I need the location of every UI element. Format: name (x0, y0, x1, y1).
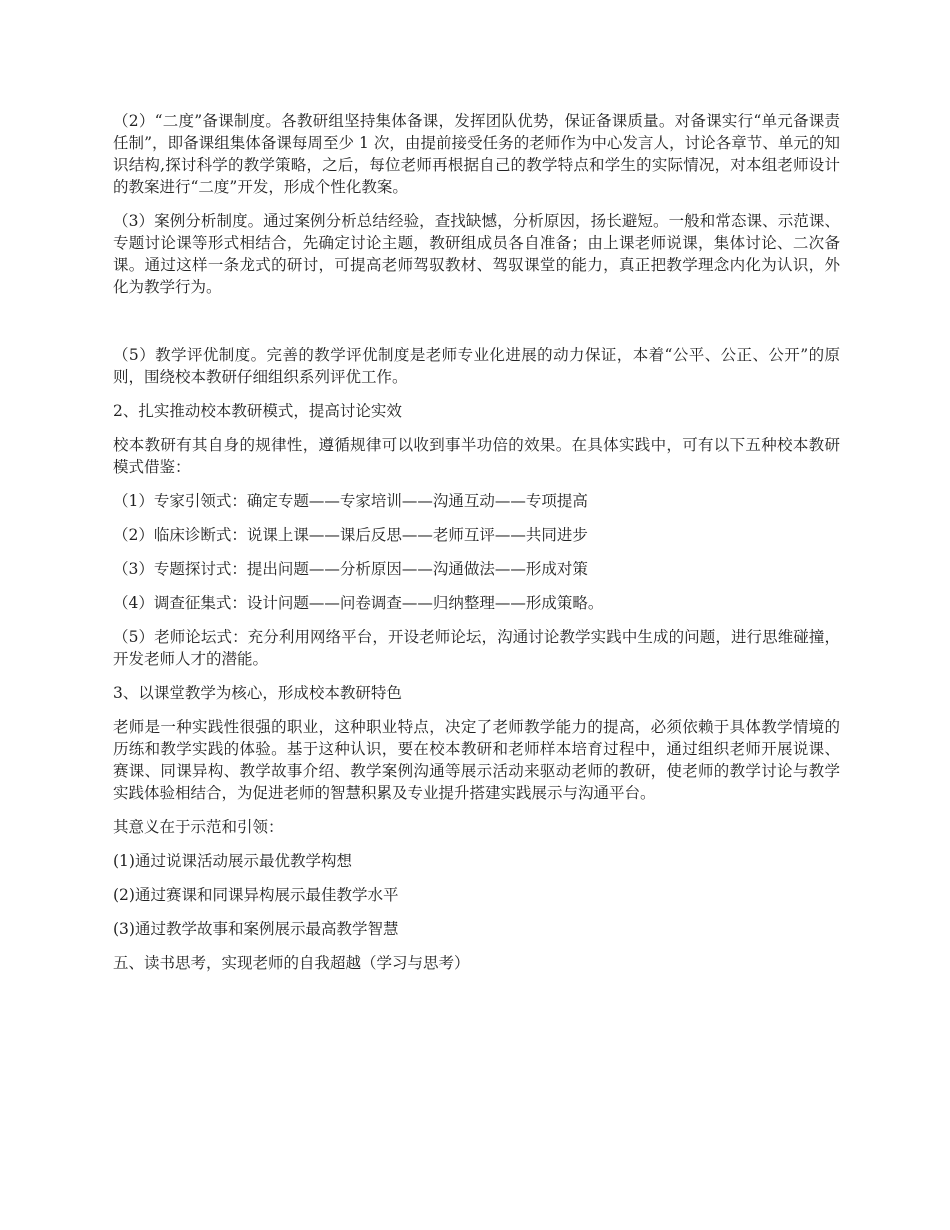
list-item-teacher-forum: （5）老师论坛式：充分利用网络平台，开设老师论坛，沟通讨论教学实践中生成的问题，进行思维碰撞，开发老师人才的潜能。 (113, 628, 840, 668)
list-item-survey-collection: （4）调查征集式：设计问题——问卷调查——归纳整理——形成策略。 (113, 594, 604, 612)
paragraph-teaching-evaluation: （5）教学评优制度。完善的教学评优制度是老师专业化进展的动力保证，本着“公平、公正、公开”的原则，围绕校本教研仔细组织系列评优工作。 (113, 346, 840, 386)
list-item-contest-lesson: (2)通过赛课和同课异构展示最佳教学水平 (113, 886, 399, 904)
blank-gap (113, 310, 840, 344)
list-item-lesson-talk: (1)通过说课活动展示最优教学构想 (113, 852, 352, 870)
list-item-clinical-diagnosis: （2）临床诊断式：说课上课——课后反思——老师互评——共同进步 (113, 526, 588, 544)
list-item-expert-led: （1）专家引领式：确定专题——专家培训——沟通互动——专项提高 (113, 492, 588, 510)
section-heading-reading-reflection: 五、读书思考，实现老师的自我超越（学习与思考） (113, 954, 470, 972)
paragraph-two-degree-lesson-prep: （2）“二度”备课制度。各教研组坚持集体备课，发挥团队优势，保证备课质量。对备课实行“单元备课责任制”，即备课组集体备课每周至少 1 次，由提前接受任务的老师作为中心发言人，讨论各章节、单元的知识结构,探讨科学的教学策略，之后，每位老师再根据自己的教学特点和学生的实际情况，对本组老师设计的教案进行“二度”开发，形成个性化教案。 (113, 112, 840, 196)
list-item-topic-inquiry: （3）专题探讨式：提出问题——分析原因——沟通做法——形成对策 (113, 560, 588, 578)
paragraph-classroom-core: 老师是一种实践性很强的职业，这种职业特点，决定了老师教学能力的提高，必须依赖于具体教学情境的历练和教学实践的体验。基于这种认识，要在校本教研和老师样本培育过程中，通过组织老师开展说课、赛课、同课异构、教学故事介绍、教学案例沟通等展示活动来驱动老师的教研，使老师的教学讨论与教学实践体验相结合，为促进老师的智慧积累及专业提升搭建实践展示与沟通平台。 (113, 718, 840, 802)
section-heading-classroom-core: 3、以课堂教学为核心，形成校本教研特色 (113, 684, 402, 702)
section-heading-research-model: 2、扎实推动校本教研模式，提高讨论实效 (113, 402, 402, 420)
paragraph-significance: 其意义在于示范和引领： (113, 818, 284, 836)
list-item-teaching-stories: (3)通过教学故事和案例展示最高教学智慧 (113, 920, 399, 938)
paragraph-research-model-intro: 校本教研有其自身的规律性，遵循规律可以收到事半功倍的效果。在具体实践中，可有以下五种校本教研模式借鉴： (113, 436, 840, 476)
document-page (113, 110, 840, 986)
paragraph-case-analysis: （3）案例分析制度。通过案例分析总结经验，查找缺憾，分析原因，扬长避短。一般和常态课、示范课、专题讨论课等形式相结合，先确定讨论主题，教研组成员各自准备；由上课老师说课，集体讨论、二次备课。通过这样一条龙式的研讨，可提高老师驾驭教材、驾驭课堂的能力，真正把教学理念内化为认识，外化为教学行为。 (113, 212, 840, 296)
